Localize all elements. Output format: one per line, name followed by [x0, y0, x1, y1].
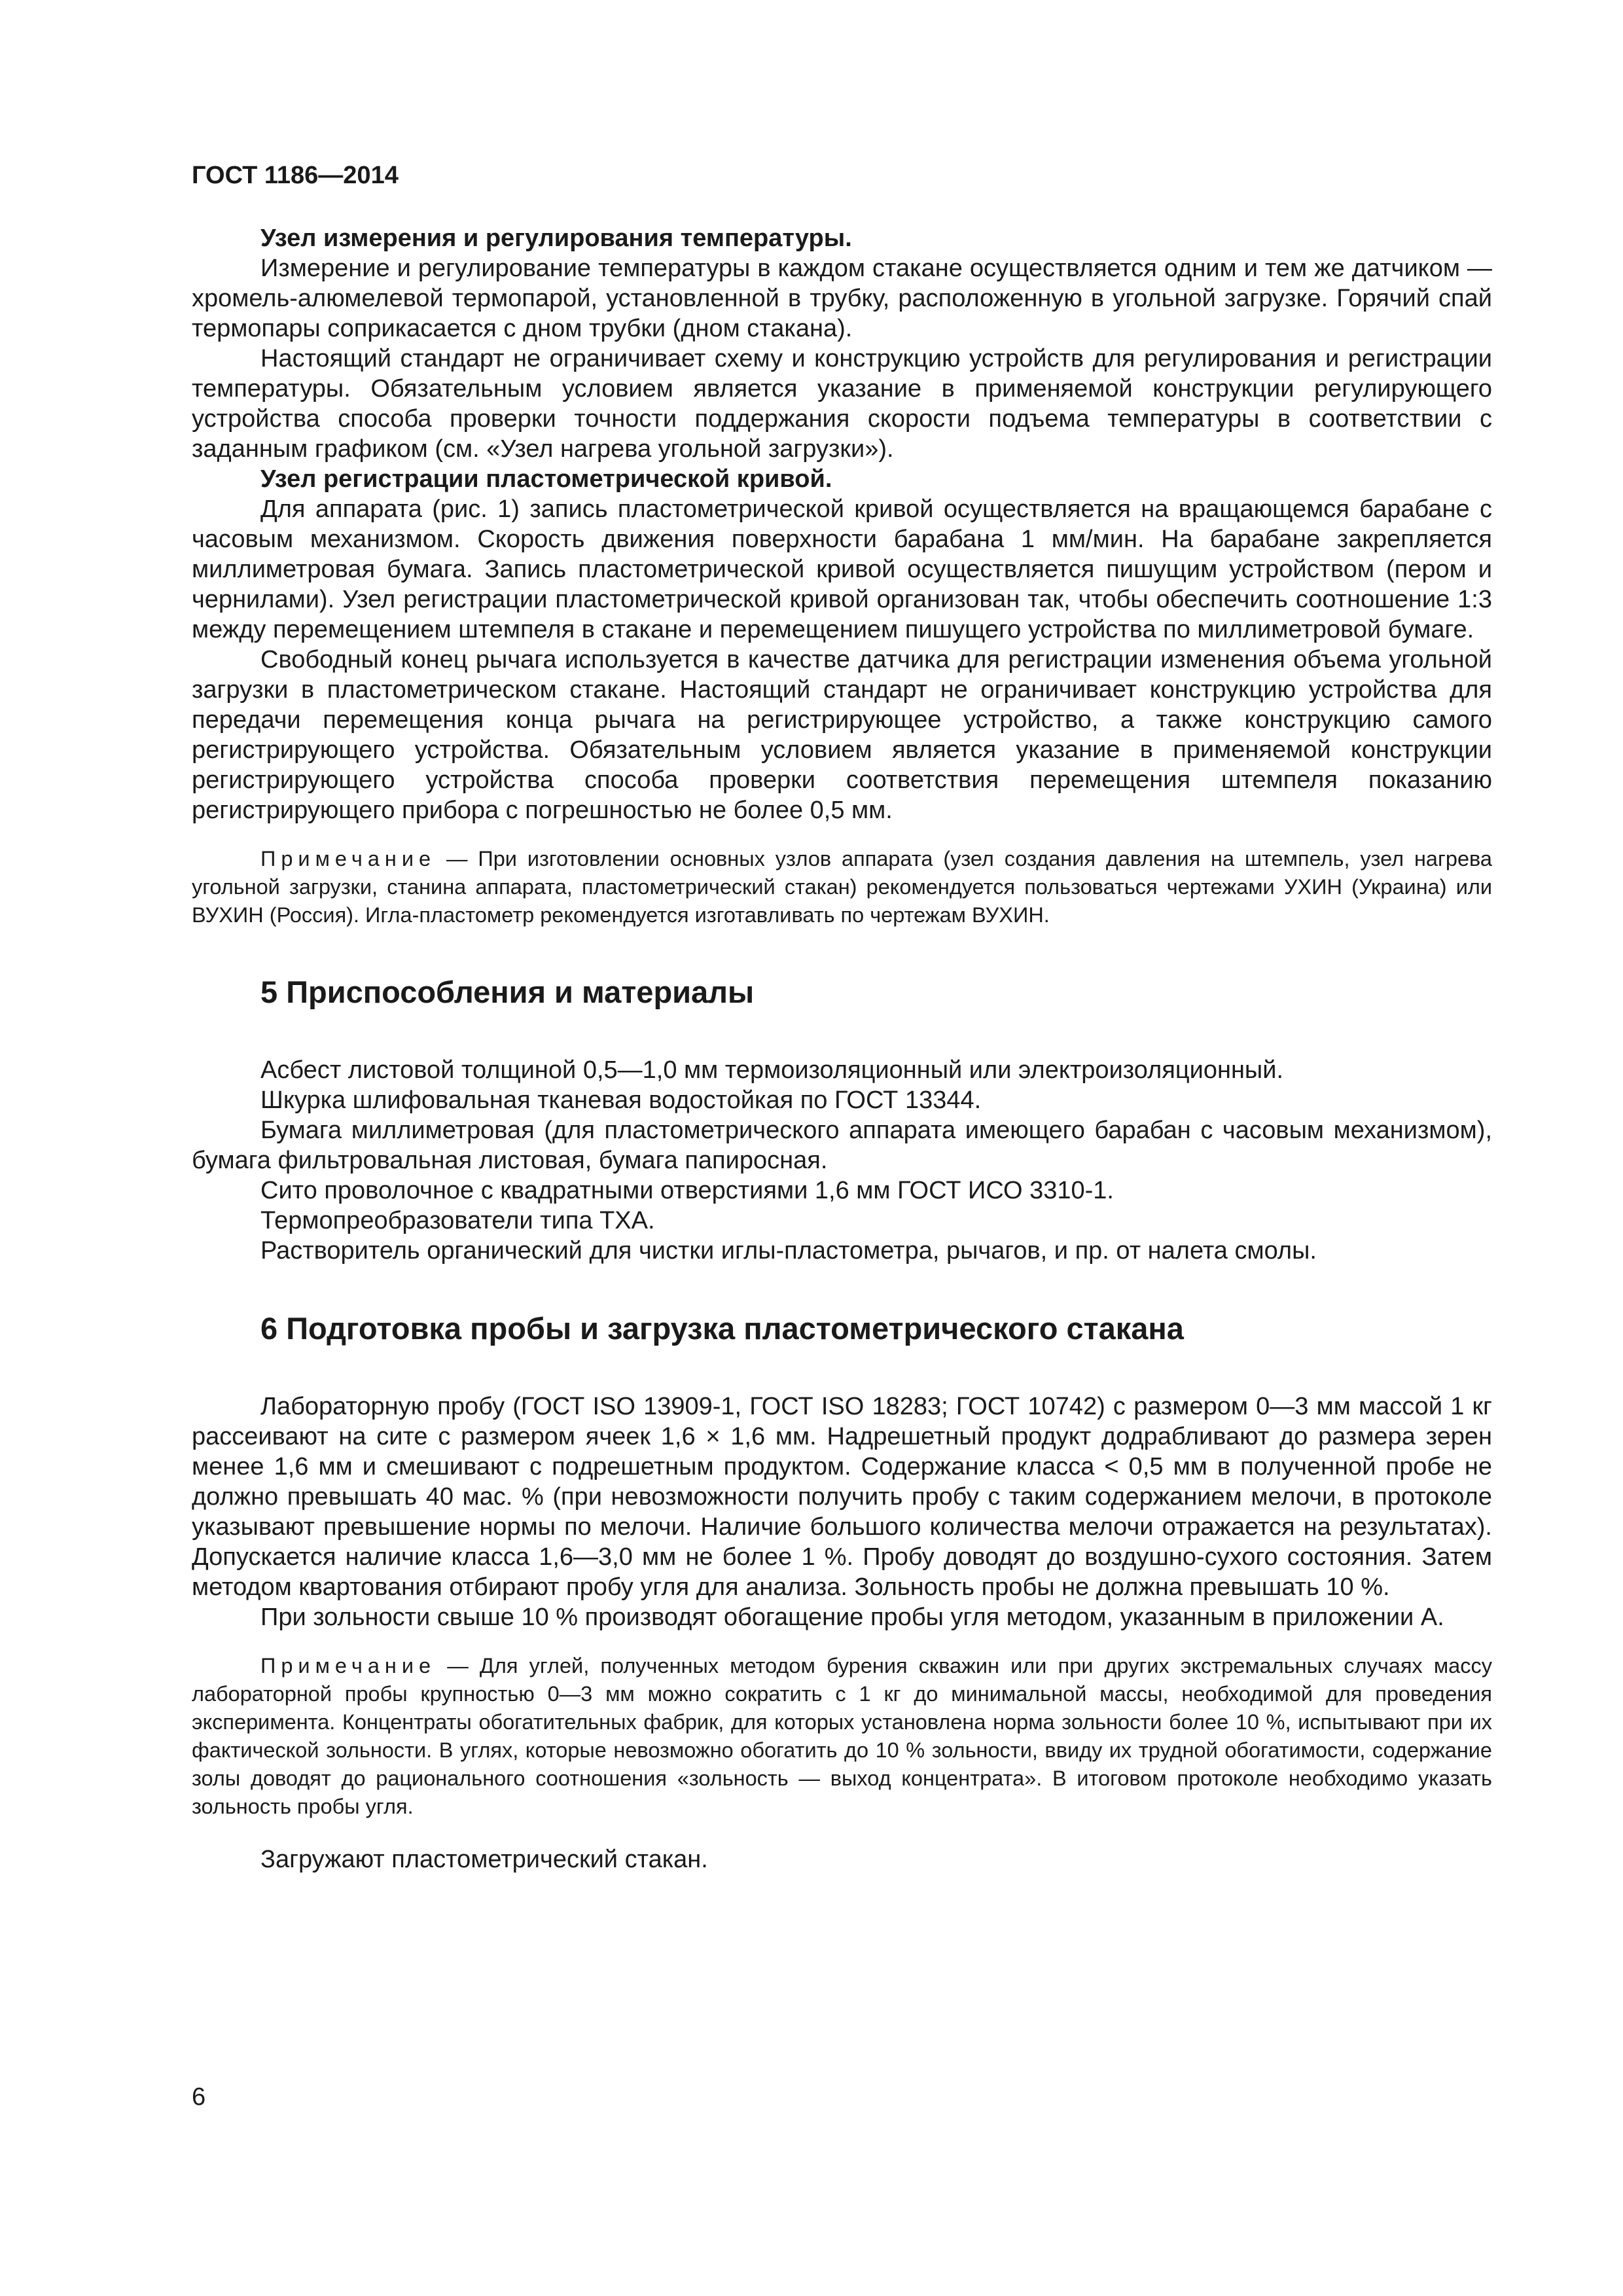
list-item: Растворитель органический для чистки иглы-пластометра, рычагов, и пр. от налета смолы. — [260, 1237, 1317, 1265]
note-text: — При изготовлении основных узлов аппарата (узел создания давления на штемпель, узел нагрева угольной загрузки, станина аппарата, пластометрический стакан) рекомендуется пользоваться чертежами УХИН (Украина) или ВУХИН (Россия). Игла-пластометр рекомендуется изготавливать по чертежам ВУХИН. — [192, 847, 1492, 927]
list-item: Бумага миллиметровая (для пластометрического аппарата имеющего барабан с часовым механизмом), бумага фильтровальная листовая, бумага папиросная. — [192, 1117, 1492, 1174]
list-item: Сито проволочное с квадратными отверстиями 1,6 мм ГОСТ ИСО 3310-1. — [260, 1177, 1114, 1204]
document-page — [192, 160, 1492, 1874]
list-item: Термопреобразователи типа ТХА. — [260, 1207, 655, 1234]
list-item: Асбест листовой толщиной 0,5—1,0 мм термоизоляционный или электроизоляционный. — [260, 1056, 1284, 1084]
section-5-title: 5 Приспособления и материалы — [260, 975, 755, 1009]
list-item: Шкурка шлифовальная тканевая водостойкая по ГОСТ 13344. — [260, 1086, 982, 1114]
section-6-title: 6 Подготовка пробы и загрузка пластометрического стакана — [260, 1311, 1184, 1346]
note-label: Примечание — [260, 847, 437, 870]
note — [192, 1652, 1492, 1821]
document-header: ГОСТ 1186—2014 — [192, 162, 399, 189]
paragraph: Измерение и регулирование температуры в каждом стакане осуществляется одним и тем же датчиком — хромель-алюмелевой термопарой, установленной в трубку, расположенную в угольной загрузке. Горячий спай термопары соприкасается с дном трубки (дном стакана). — [192, 255, 1492, 342]
page-number: 6 — [192, 2083, 206, 2111]
subheading-registration: Узел регистрации пластометрической кривой. — [260, 465, 832, 493]
note — [192, 845, 1492, 929]
note-label: Примечание — [260, 1654, 437, 1677]
paragraph: Настоящий стандарт не ограничивает схему и конструкцию устройств для регулирования и регистрации температуры. Обязательным условием является указание в применяемой конструкции регулирующего устройства способа проверки точности поддержания скорости подъема температуры в соответствии с заданным графиком (см. «Узел нагрева угольной загрузки»). — [192, 345, 1492, 463]
paragraph: Лабораторную пробу (ГОСТ ISO 13909-1, ГОСТ ISO 18283; ГОСТ 10742) с размером 0—3 мм массой 1 кг рассеивают на сите с размером ячеек 1,6 × 1,6 мм. Надрешетный продукт додрабливают до размера зерен менее 1,6 мм и смешивают с подрешетным продуктом. Содержание класса < 0,5 мм в полученной пробе не должно превышать 40 мас. % (при невозможности получить пробу с таким содержанием мелочи, в протоколе указывают превышение нормы по мелочи. Наличие большого количества мелочи отражается на результатах). Допускается наличие класса 1,6—3,0 мм не более 1 %. Пробу доводят до воздушно-сухого состояния. Затем методом квартования отбирают пробу угля для анализа. Зольность пробы не должна превышать 10 %. — [192, 1393, 1492, 1601]
paragraph: Свободный конец рычага используется в качестве датчика для регистрации изменения объема угольной загрузки в пластометрическом стакане. Настоящий стандарт не ограничивает конструкцию устройства для передачи перемещения конца рычага на регистрирующее устройство, а также конструкцию самого регистрирующего устройства. Обязательным условием является указание в применяемой конструкции регистрирующего устройства способа проверки соответствия перемещения штемпеля показанию регистрирующего прибора с погрешностью не более 0,5 мм. — [192, 646, 1492, 824]
paragraph: Загружают пластометрический стакан. — [260, 1846, 708, 1873]
note-text: — Для углей, полученных методом бурения скважин или при других экстремальных случаях массу лабораторной пробы крупностью 0—3 мм можно сократить с 1 кг до минимальной массы, необходимой для проведения эксперимента. Концентраты обогатительных фабрик, для которых установлена норма зольности более 10 %, испытывают при их фактической зольности. В углях, которые невозможно обогатить до 10 % зольности, ввиду их трудной обогатимости, содержание золы доводят до рационального соотношения «зольность — выход концентрата». В итоговом протоколе необходимо указать зольность пробы угля. — [192, 1654, 1492, 1818]
paragraph: Для аппарата (рис. 1) запись пластометрической кривой осуществляется на вращающемся барабане с часовым механизмом. Скорость движения поверхности барабана 1 мм/мин. На барабане закрепляется миллиметровая бумага. Запись пластометрической кривой осуществляется пишущим устройством (пером и чернилами). Узел регистрации пластометрической кривой организован так, чтобы обеспечить соотношение 1:3 между перемещением штемпеля в стакане и перемещением пишущего устройства по миллиметровой бумаге. — [192, 495, 1492, 643]
subheading-temperature: Узел измерения и регулирования температуры. — [260, 224, 852, 252]
paragraph: При зольности свыше 10 % производят обогащение пробы угля методом, указанным в приложении А. — [260, 1604, 1444, 1631]
